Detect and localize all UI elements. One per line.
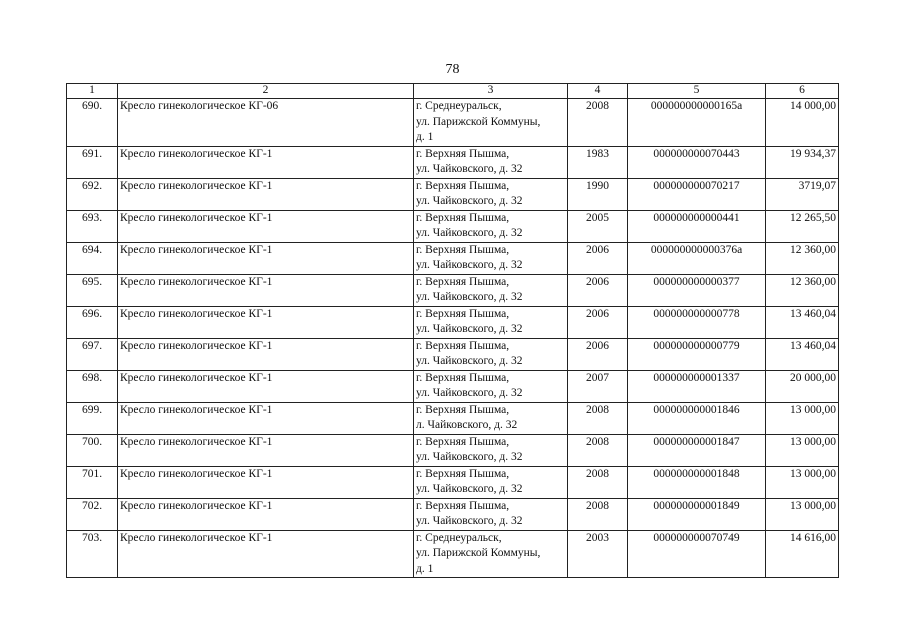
inventory-number-cell: 000000000001848 (628, 466, 766, 498)
row-number-cell: 693. (67, 210, 118, 242)
inventory-number-cell: 000000000000377 (628, 274, 766, 306)
cost-cell: 20 000,00 (766, 370, 839, 402)
address-line: г. Верхняя Пышма, (416, 435, 510, 448)
address-line: г. Верхняя Пышма, (416, 307, 510, 320)
inventory-number-cell: 000000000001337 (628, 370, 766, 402)
row-number-cell: 699. (67, 402, 118, 434)
row-number-cell: 696. (67, 306, 118, 338)
address-line: г. Верхняя Пышма, (416, 467, 510, 480)
year-cell: 1990 (568, 178, 628, 210)
address-line: г. Верхняя Пышма, (416, 147, 510, 160)
item-name-cell: Кресло гинекологическое КГ-1 (118, 530, 414, 578)
inventory-number-cell: 000000000070217 (628, 178, 766, 210)
cost-cell: 14 616,00 (766, 530, 839, 578)
address-line: ул. Чайковского, д. 32 (416, 451, 523, 463)
year-cell: 2008 (568, 402, 628, 434)
cost-cell: 13 000,00 (766, 466, 839, 498)
row-number-cell: 695. (67, 274, 118, 306)
cost-cell: 13 460,04 (766, 338, 839, 370)
year-cell: 2008 (568, 498, 628, 530)
item-name-cell: Кресло гинекологическое КГ-1 (118, 146, 414, 178)
address-line: г. Верхняя Пышма, (416, 179, 510, 192)
table-row (67, 466, 839, 498)
table-row (67, 178, 839, 210)
year-cell: 2003 (568, 530, 628, 578)
address-cell (414, 99, 568, 147)
address-cell (414, 434, 568, 466)
address-line: г. Среднеуральск, (416, 531, 502, 544)
address-cell (414, 466, 568, 498)
address-line: г. Верхняя Пышма, (416, 499, 510, 512)
address-line: ул. Парижской Коммуны, (416, 115, 541, 128)
address-cell (414, 274, 568, 306)
row-number-cell: 701. (67, 466, 118, 498)
cost-cell: 13 000,00 (766, 402, 839, 434)
item-name-cell: Кресло гинекологическое КГ-1 (118, 242, 414, 274)
row-number-cell: 703. (67, 530, 118, 578)
row-number-cell: 698. (67, 370, 118, 402)
cost-cell: 14 000,00 (766, 99, 839, 147)
inventory-number-cell: 000000000001847 (628, 434, 766, 466)
address-cell (414, 370, 568, 402)
address-line: ул. Чайковского, д. 32 (416, 483, 523, 495)
row-number-cell: 700. (67, 434, 118, 466)
table-row (67, 242, 839, 274)
address-line: ул. Чайковского, д. 32 (416, 387, 523, 399)
address-cell (414, 242, 568, 274)
year-cell: 2006 (568, 306, 628, 338)
cost-cell: 13 460,04 (766, 306, 839, 338)
address-line: ул. Чайковского, д. 32 (416, 259, 523, 271)
address-line: ул. Чайковского, д. 32 (416, 163, 523, 175)
address-cell (414, 530, 568, 578)
table-row (67, 530, 839, 578)
row-number-cell: 691. (67, 146, 118, 178)
table-body (67, 99, 839, 578)
address-cell (414, 338, 568, 370)
year-cell: 2007 (568, 370, 628, 402)
address-line: ул. Чайковского, д. 32 (416, 323, 523, 335)
column-header: 2 (118, 84, 414, 99)
item-name-cell: Кресло гинекологическое КГ-1 (118, 306, 414, 338)
inventory-number-cell: 000000000000779 (628, 338, 766, 370)
column-header: 6 (766, 84, 839, 99)
cost-cell: 13 000,00 (766, 434, 839, 466)
address-cell (414, 210, 568, 242)
inventory-number-cell: 000000000070749 (628, 530, 766, 578)
item-name-cell: Кресло гинекологическое КГ-1 (118, 434, 414, 466)
address-line: ул. Чайковского, д. 32 (416, 195, 523, 207)
item-name-cell: Кресло гинекологическое КГ-1 (118, 338, 414, 370)
table-row (67, 498, 839, 530)
year-cell: 1983 (568, 146, 628, 178)
item-name-cell: Кресло гинекологическое КГ-1 (118, 402, 414, 434)
table-row (67, 210, 839, 242)
item-name-cell: Кресло гинекологическое КГ-1 (118, 178, 414, 210)
year-cell: 2006 (568, 338, 628, 370)
address-line: г. Верхняя Пышма, (416, 339, 510, 352)
table-row (67, 274, 839, 306)
item-name-cell: Кресло гинекологическое КГ-1 (118, 370, 414, 402)
address-cell (414, 498, 568, 530)
address-line: г. Верхняя Пышма, (416, 371, 510, 384)
year-cell: 2008 (568, 99, 628, 147)
cost-cell: 12 360,00 (766, 242, 839, 274)
column-header: 1 (67, 84, 118, 99)
row-number-cell: 690. (67, 99, 118, 147)
inventory-number-cell: 000000000070443 (628, 146, 766, 178)
inventory-number-cell: 000000000000165а (628, 99, 766, 147)
property-table (66, 83, 839, 578)
table-row (67, 306, 839, 338)
address-line: ул. Чайковского, д. 32 (416, 355, 523, 367)
address-line: г. Среднеуральск, (416, 100, 502, 112)
address-line: г. Верхняя Пышма, (416, 243, 510, 256)
table-row (67, 146, 839, 178)
address-line: ул. Чайковского, д. 32 (416, 227, 523, 239)
address-cell (414, 306, 568, 338)
year-cell: 2006 (568, 242, 628, 274)
address-line: ул. Чайковского, д. 32 (416, 291, 523, 303)
cost-cell: 19 934,37 (766, 146, 839, 178)
table-row (67, 338, 839, 370)
address-line: г. Верхняя Пышма, (416, 211, 510, 224)
row-number-cell: 702. (67, 498, 118, 530)
row-number-cell: 694. (67, 242, 118, 274)
address-cell (414, 178, 568, 210)
cost-cell: 12 360,00 (766, 274, 839, 306)
inventory-number-cell: 000000000001849 (628, 498, 766, 530)
cost-cell: 13 000,00 (766, 498, 839, 530)
address-line: г. Верхняя Пышма, (416, 403, 510, 416)
year-cell: 2008 (568, 466, 628, 498)
item-name-cell: Кресло гинекологическое КГ-1 (118, 466, 414, 498)
table-row (67, 434, 839, 466)
address-cell (414, 146, 568, 178)
column-header: 3 (414, 84, 568, 99)
column-header: 4 (568, 84, 628, 99)
address-line: ул. Чайковского, д. 32 (416, 515, 523, 527)
table-row (67, 99, 839, 147)
item-name-cell: Кресло гинекологическое КГ-1 (118, 498, 414, 530)
item-name-cell: Кресло гинекологическое КГ-06 (118, 99, 414, 147)
address-line: д. 1 (416, 131, 434, 143)
header-row (67, 84, 839, 99)
table-row (67, 402, 839, 434)
address-line: ул. Парижской Коммуны, (416, 547, 541, 559)
address-line: л. Чайковского, д. 32 (416, 419, 518, 431)
row-number-cell: 692. (67, 178, 118, 210)
table-row (67, 370, 839, 402)
cost-cell: 12 265,50 (766, 210, 839, 242)
inventory-number-cell: 000000000001846 (628, 402, 766, 434)
address-cell (414, 402, 568, 434)
column-header: 5 (628, 84, 766, 99)
address-line: г. Верхняя Пышма, (416, 275, 510, 288)
inventory-number-cell: 000000000000441 (628, 210, 766, 242)
address-line: д. 1 (416, 562, 434, 575)
row-number-cell: 697. (67, 338, 118, 370)
cost-cell: 3719,07 (766, 178, 839, 210)
page-number: 78 (445, 62, 460, 77)
inventory-number-cell: 000000000000778 (628, 306, 766, 338)
year-cell: 2006 (568, 274, 628, 306)
year-cell: 2005 (568, 210, 628, 242)
inventory-number-cell: 000000000000376а (628, 242, 766, 274)
item-name-cell: Кресло гинекологическое КГ-1 (118, 274, 414, 306)
year-cell: 2008 (568, 434, 628, 466)
item-name-cell: Кресло гинекологическое КГ-1 (118, 210, 414, 242)
